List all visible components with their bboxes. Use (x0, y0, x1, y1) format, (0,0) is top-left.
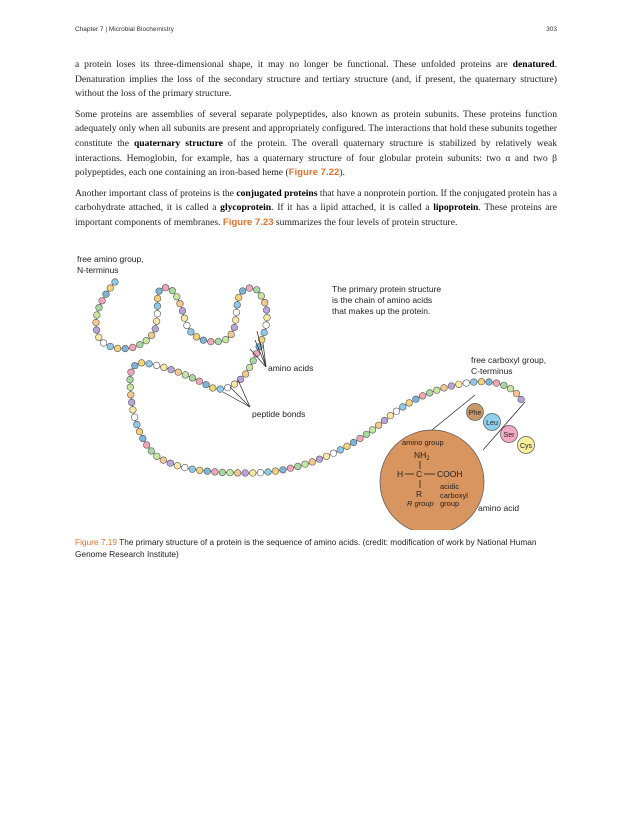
amino-acid-bead (146, 361, 153, 368)
amino-acid-bead (177, 300, 184, 307)
amino-acid-bead (179, 308, 186, 315)
amino-acid-bead (400, 404, 407, 411)
amino-acid-bead (261, 299, 268, 306)
amino-acid-bead (235, 294, 242, 301)
amino-acid-bead (181, 315, 188, 322)
amino-acid-bead (127, 384, 134, 391)
inset-acidic-line1: acidic (440, 482, 460, 491)
amino-acid-bead (154, 310, 161, 317)
amino-acid-bead (128, 399, 135, 406)
amino-acid-bead (228, 331, 235, 338)
label-amino-acids: amino acids (268, 363, 314, 373)
inset-c: C (416, 469, 423, 479)
amino-acid-bead (231, 381, 238, 388)
residue-ser (501, 426, 518, 443)
amino-acid-bead (518, 396, 525, 403)
amino-acid-bead (212, 469, 219, 476)
page-number: 303 (546, 26, 557, 33)
amino-acid-bead (182, 464, 189, 471)
amino-acid-bead (193, 334, 200, 341)
figure-link-7-22[interactable]: Figure 7.22 (288, 167, 340, 179)
running-head (75, 26, 557, 38)
amino-acid-bead (237, 376, 244, 383)
amino-acid-bead (184, 322, 191, 329)
amino-acid-bead (188, 329, 195, 336)
amino-acid-bead (129, 344, 136, 351)
amino-acid-bead (287, 465, 294, 472)
term-quaternary-structure: quaternary structure (133, 137, 223, 149)
amino-acid-bead (99, 298, 106, 305)
amino-acid-bead (136, 428, 143, 435)
text-run: of the protein. The overall quaternary structure is stabilized by relatively weak interactions. Hemoglobin, for example, has a quaternary structure of four globular protein subunits: two α and two β polypeptides, each one containing an iron-based heme ( (75, 137, 558, 179)
amino-acid-bead (337, 447, 344, 454)
amino-acid-bead (246, 285, 253, 292)
caption-text: The primary structure of a protein is the sequence of amino acids. (credit: modification of work by National Human Genome Research Institute) (75, 537, 537, 559)
amino-acid-bead (316, 456, 323, 463)
description-line1: The primary protein structure (332, 284, 442, 294)
amino-acid-bead (272, 468, 279, 475)
amino-acid-bead (302, 461, 309, 468)
amino-acid-bead (204, 468, 211, 475)
paragraph-quaternary (75, 108, 557, 181)
chapter-title: Chapter 7 | Microbial Biochemistry (75, 26, 174, 33)
amino-acid-bead (413, 396, 420, 403)
amino-acid-bead (134, 421, 141, 428)
inset-r: R (416, 489, 423, 499)
amino-acid-bead (156, 288, 163, 295)
amino-acid-bead (215, 338, 222, 345)
amino-acid-bead (381, 417, 388, 424)
amino-acid-bead (143, 442, 150, 449)
inset-nh2: $NH_2$ (414, 450, 430, 462)
inset-acidic-line3: group (440, 499, 460, 508)
amino-acid-bead (387, 412, 394, 419)
amino-acid-bead (94, 312, 101, 319)
amino-acid-bead (224, 384, 231, 391)
amino-acid-bead (434, 387, 441, 394)
term-lipoprotein: lipoprotein (433, 202, 479, 214)
text-run: ). (339, 167, 345, 179)
figure-link-7-23[interactable]: Figure 7.23 (222, 216, 274, 228)
residue-leu (484, 414, 501, 431)
amino-acid-bead (471, 379, 478, 386)
amino-acid-bead (143, 337, 150, 344)
amino-acid-bead (210, 385, 217, 392)
amino-acid-bead (153, 318, 160, 325)
amino-acid-bead (233, 309, 240, 316)
amino-acid-bead (148, 332, 155, 339)
amino-acid-bead (203, 381, 210, 388)
text-run: summarizes the four levels of protein structure. (273, 216, 458, 228)
amino-acid-bead (217, 386, 224, 393)
amino-acid-bead (138, 360, 145, 367)
amino-acid-bead (160, 457, 167, 464)
amino-acid-bead (137, 341, 144, 348)
label-c-terminus-line1: free carboxyl group, (471, 355, 547, 365)
amino-acid-bead (96, 304, 103, 311)
inset-acidic-line2: carboxyl (440, 491, 468, 500)
residue-label-phe: Phe (468, 410, 482, 417)
amino-acid-bead (263, 307, 270, 314)
amino-acid-bead (100, 340, 107, 347)
amino-acid-bead (96, 334, 103, 341)
amino-acid-bead (393, 408, 400, 415)
amino-acid-bead (208, 338, 215, 345)
amino-acid-bead (309, 459, 316, 466)
text-run: . If it has a lipid attached, it is called a (271, 202, 434, 214)
amino-acid-bead (128, 369, 135, 376)
text-run: that have a nonprotein portion. If the conjugated protein has a carbohydrate attached, it is called a (75, 187, 557, 214)
amino-acid-bead (265, 469, 272, 476)
amino-acid-bead (363, 431, 370, 438)
residue-cys (518, 437, 535, 454)
amino-acid-bead (127, 376, 134, 383)
amino-acid-bead (222, 336, 229, 343)
figure-caption (75, 537, 557, 560)
amino-acid-bead (280, 467, 287, 474)
amino-acid-bead (93, 319, 100, 326)
amino-acid-inset (380, 430, 519, 530)
amino-acid-bead (323, 453, 330, 460)
amino-acid-bead (344, 443, 351, 450)
figure-7-19 (60, 245, 560, 530)
body-text (75, 58, 557, 237)
amino-acid-bead (463, 380, 470, 387)
amino-acid-bead (419, 393, 426, 400)
amino-acid-bead (174, 294, 181, 301)
protein-chain-diagram (60, 245, 560, 530)
amino-acid-bead (153, 362, 160, 369)
description-line3: that makes up the protein. (332, 306, 431, 316)
amino-acid-bead (501, 382, 508, 389)
amino-acid-bead (196, 467, 203, 474)
paragraph-conjugated (75, 187, 557, 231)
amino-acid-bead (189, 466, 196, 473)
amino-acid-bead (162, 284, 169, 291)
amino-acid-bead (219, 469, 226, 476)
amino-acid-bead (261, 329, 268, 336)
amino-acid-bead (169, 287, 176, 294)
text-run: Some proteins are assemblies of several separate polypeptides, also known as protein subunits. These proteins function adequately only when all subunits are present and appropriately configured. The interactions that hold these subunits together constitute the (75, 108, 557, 149)
amino-acid-bead (493, 380, 500, 387)
amino-acid-bead (234, 302, 241, 309)
text-run: Another important class of proteins is the (75, 187, 237, 199)
label-n-terminus-line2: N-terminus (77, 265, 119, 275)
paragraph-denaturation (75, 58, 557, 102)
label-c-terminus-line2: C-terminus (471, 366, 513, 376)
amino-acid-bead (132, 362, 139, 369)
residue-label-cys: Cys (519, 443, 533, 450)
amino-acid-bead (456, 381, 463, 388)
inset-amino-group: amino group (402, 438, 444, 447)
amino-acid-bead (200, 337, 207, 344)
amino-acid-bead (154, 295, 161, 302)
amino-acid-bead (250, 358, 257, 365)
amino-acid-bead (182, 372, 189, 379)
amino-acid-bead (189, 375, 196, 382)
amino-acid-bead (263, 322, 270, 329)
amino-acid-bead (426, 390, 433, 397)
amino-acid-bead (242, 371, 249, 378)
amino-acid-bead (448, 383, 455, 390)
amino-acid-bead (258, 293, 265, 300)
amino-acid-bead (441, 385, 448, 392)
amino-acid-bead (107, 285, 114, 292)
amino-acid-bead (486, 379, 493, 386)
text-run: a protein loses its three-dimensional shape, it may no longer be functional. These unfolded proteins are (75, 59, 513, 70)
amino-acid-bead (103, 291, 110, 298)
amino-acid-bead (154, 453, 161, 460)
amino-acid-bead (131, 414, 138, 421)
term-conjugated-proteins: conjugated proteins (236, 187, 318, 199)
amino-acid-bead (295, 463, 302, 470)
amino-acid-bead (161, 364, 168, 371)
amino-acid-bead (350, 439, 357, 446)
amino-acid-bead (406, 400, 413, 407)
amino-acid-bead (93, 327, 100, 334)
amino-acid-bead (107, 343, 114, 350)
amino-acid-bead (140, 435, 147, 442)
amino-acid-bead (242, 470, 249, 477)
term-denatured: denatured (512, 59, 555, 70)
amino-acid-bead (227, 469, 234, 476)
amino-acid-bead (128, 392, 135, 399)
amino-acid-bead (369, 427, 376, 434)
amino-acid-bead (231, 324, 238, 331)
amino-acid-bead (130, 407, 137, 414)
amino-acid-bead (174, 462, 181, 469)
caption-figure-label: Figure 7.19 (75, 537, 117, 547)
amino-acid-bead (154, 303, 161, 310)
residue-label-leu: Leu (486, 420, 498, 427)
amino-acid-bead (250, 470, 257, 477)
amino-acid-bead (196, 378, 203, 385)
inset-h: H (397, 469, 404, 479)
amino-acid-bead (253, 287, 260, 294)
residue-label-ser: Ser (503, 432, 515, 439)
amino-acid-bead (234, 470, 241, 477)
amino-acid-bead (257, 469, 264, 476)
description-line2: is the chain of amino acids (332, 295, 433, 305)
amino-acid-bead (114, 345, 121, 352)
inset-amino-acid-label: amino acid (478, 503, 520, 513)
amino-acid-bead (513, 390, 520, 397)
amino-acid-bead (507, 385, 514, 392)
amino-acid-bead (478, 378, 485, 385)
label-peptide-bonds: peptide bonds (252, 409, 306, 419)
text-run: . Denaturation implies the loss of the secondary structure and tertiary structure (and, if present, the quaternary structure) without the loss of the primary structure. (75, 59, 557, 100)
amino-acid-bead (122, 345, 129, 352)
amino-acid-bead (148, 448, 155, 455)
amino-acid-bead (330, 450, 337, 457)
inset-r-group: R group (407, 499, 434, 508)
residue-phe (467, 404, 484, 421)
amino-acid-bead (167, 460, 174, 467)
amino-acid-bead (175, 369, 182, 376)
inset-cooh: COOH (437, 469, 463, 479)
amino-acid-bead (264, 314, 271, 321)
text-run: . These proteins are important components of membranes. (75, 202, 557, 228)
term-glycoprotein: glycoprotein (220, 202, 272, 214)
amino-acid-bead (232, 317, 239, 324)
amino-acid-bead (375, 422, 382, 429)
amino-acid-bead (246, 364, 253, 371)
amino-acid-bead (152, 326, 159, 333)
amino-acid-bead (357, 435, 364, 442)
amino-acid-bead (239, 288, 246, 295)
label-n-terminus-line1: free amino group, (77, 254, 144, 264)
amino-acid-bead (112, 279, 119, 286)
amino-acid-bead (168, 366, 175, 373)
